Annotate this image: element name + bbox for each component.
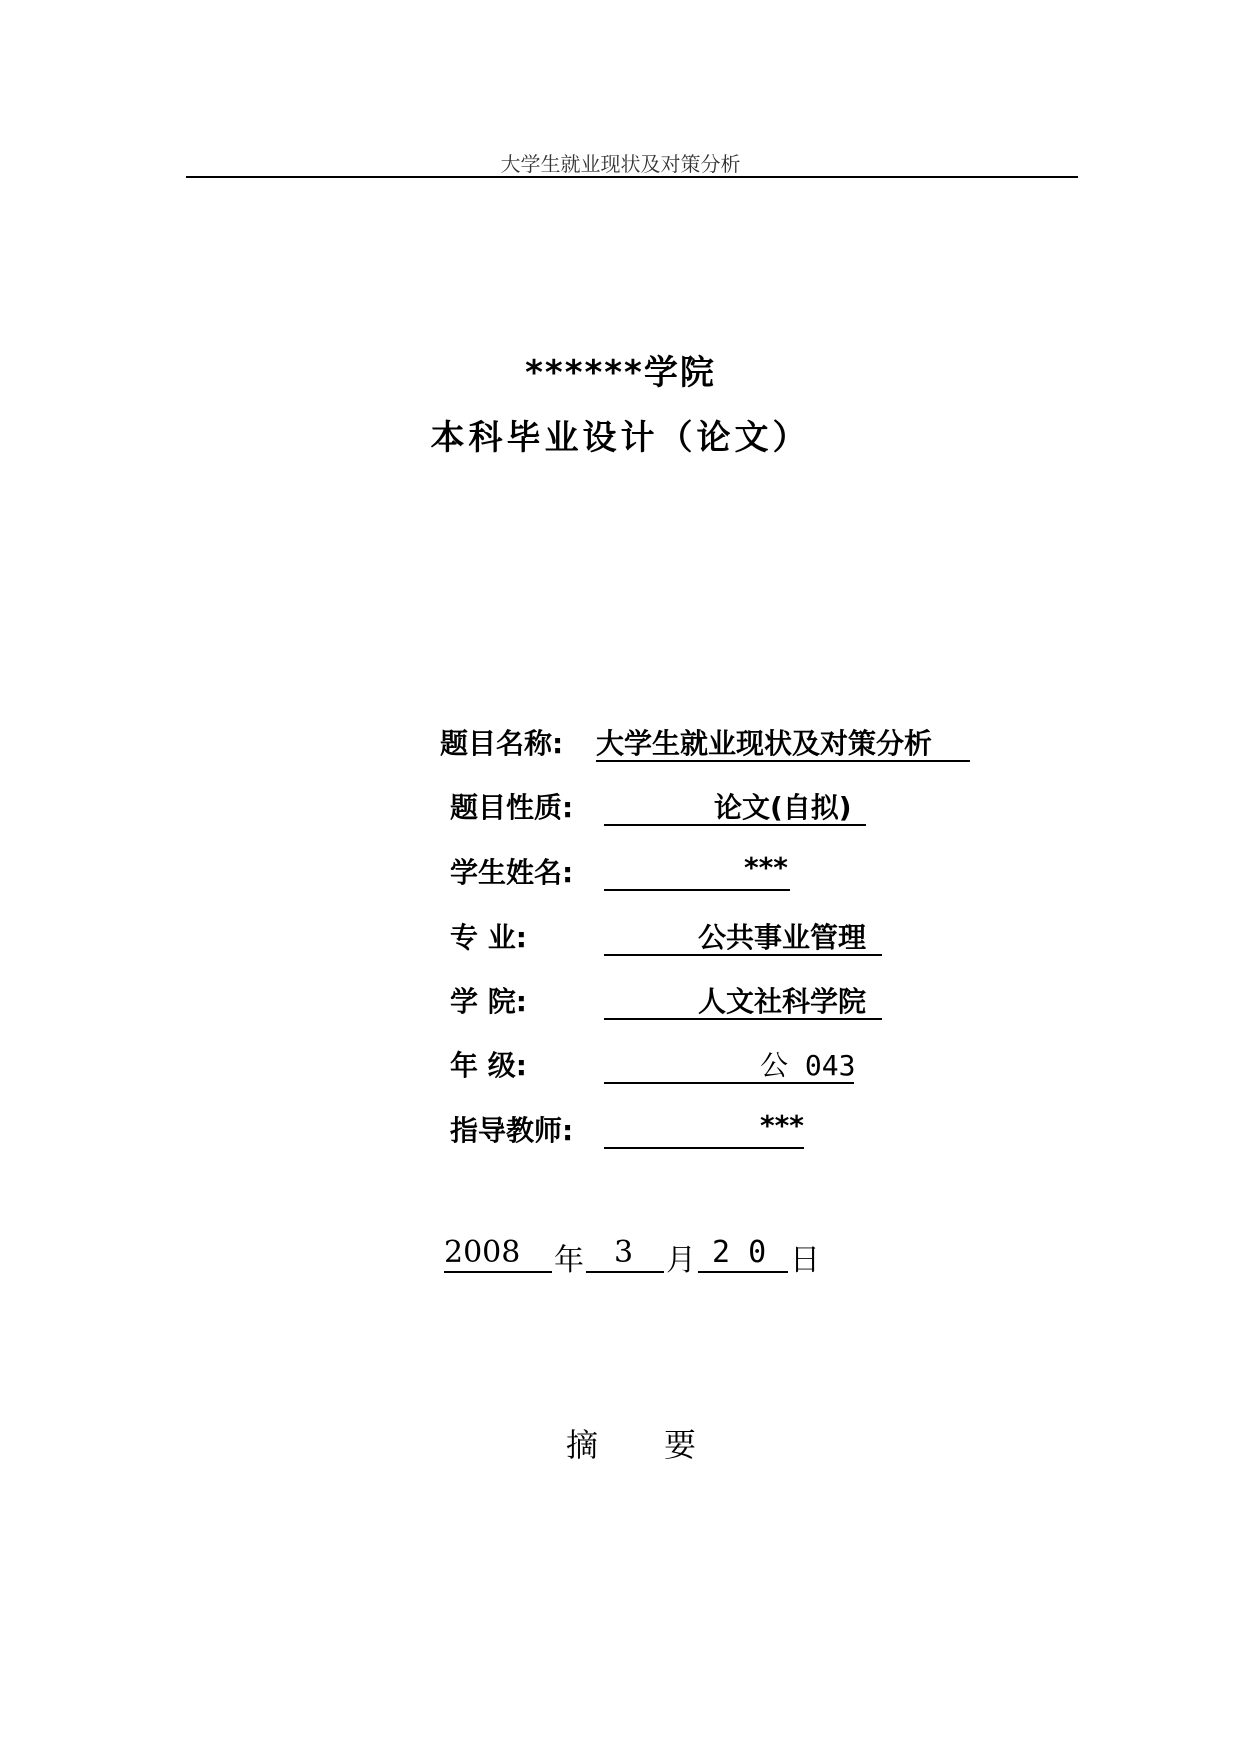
abstract-heading-char-1: 摘 <box>566 1426 599 1464</box>
field-topic-label: 题目名称: <box>440 727 564 760</box>
date-day-underline <box>698 1271 788 1273</box>
field-topic-text: 大学生就业现状及对策分析 <box>596 727 933 760</box>
field-advisor-value <box>604 1109 804 1149</box>
abstract-heading-char-2: 要 <box>664 1426 697 1464</box>
date-month-underline <box>586 1271 664 1273</box>
field-topic-value <box>596 722 970 762</box>
field-major-label: 专 业: <box>450 921 527 954</box>
date-month-unit: 月 <box>666 1243 696 1278</box>
date-year: 2008 <box>444 1235 521 1270</box>
field-grade-label: 年 级: <box>450 1049 527 1082</box>
field-grade-value <box>604 1044 854 1084</box>
date-year-unit: 年 <box>554 1243 584 1278</box>
field-student-label: 学生姓名: <box>450 856 574 889</box>
date-day-unit: 日 <box>790 1243 820 1278</box>
field-student-text: *** <box>744 851 788 884</box>
field-nature-text: 论文(自拟) <box>714 791 852 824</box>
school-name: ******学院 <box>525 353 716 393</box>
thesis-type: 本科毕业设计（论文） <box>430 418 811 458</box>
field-college-label: 学 院: <box>450 985 527 1018</box>
date-day: 2 0 <box>712 1235 767 1270</box>
date-month: 3 <box>614 1235 634 1270</box>
date-year-underline <box>444 1271 552 1273</box>
field-student-value <box>604 851 790 891</box>
field-advisor-text: *** <box>760 1109 804 1142</box>
field-nature-value <box>604 786 866 826</box>
field-college-value <box>604 980 882 1020</box>
field-major-value <box>604 916 882 956</box>
field-advisor-label: 指导教师: <box>450 1114 574 1147</box>
field-college-text: 人文社科学院 <box>698 985 867 1018</box>
field-nature-label: 题目性质: <box>450 791 574 824</box>
field-major-text: 公共事业管理 <box>698 921 867 954</box>
field-grade-text: 公 043 <box>760 1049 856 1082</box>
header-rule <box>186 176 1078 178</box>
running-header: 大学生就业现状及对策分析 <box>500 152 741 176</box>
